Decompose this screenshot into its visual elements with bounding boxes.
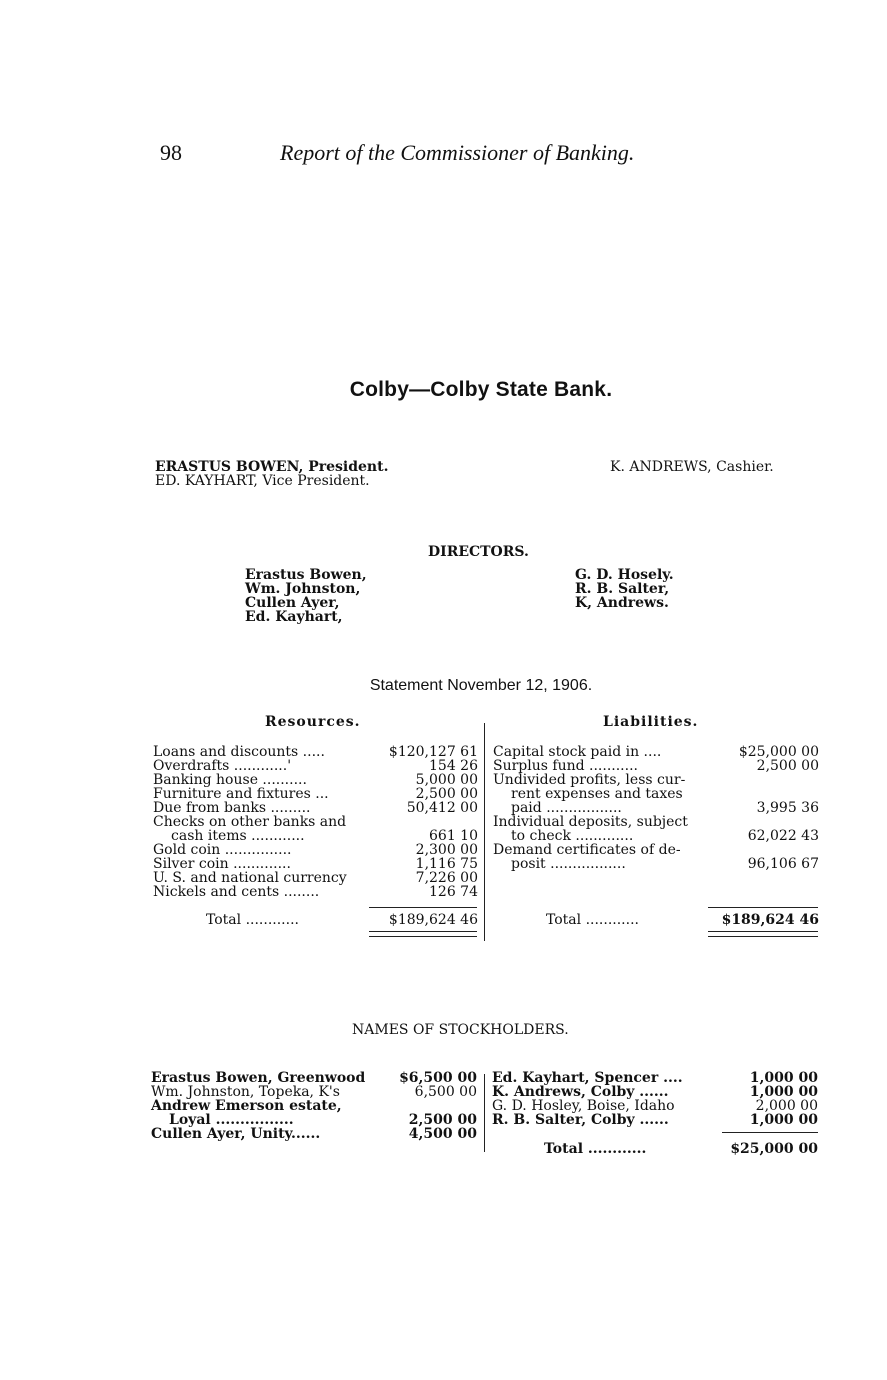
liability-label: Capital stock paid in ....: [493, 744, 662, 760]
stockholders-heading: NAMES OF STOCKHOLDERS.: [352, 1022, 569, 1038]
stockholder-amount: 1,000 00: [749, 1112, 818, 1128]
director-name: K, Andrews.: [575, 595, 669, 611]
total-amount: $189,624 46: [388, 912, 478, 928]
director-name: Cullen Ayer,: [245, 595, 340, 611]
resource-amount: 126 74: [429, 884, 478, 900]
liability-label: Individual deposits, subject: [493, 814, 688, 830]
total-amount: $189,624 46: [721, 912, 819, 928]
director-name: G. D. Hosely.: [575, 567, 674, 583]
resource-row: [153, 885, 478, 899]
liabilities-table: [493, 745, 819, 871]
resource-amount: 2,300 00: [415, 842, 478, 858]
stockholders-divider: [484, 1074, 485, 1152]
resource-row: [153, 829, 478, 843]
liabilities-total: [493, 913, 819, 927]
resource-amount: 1,116 75: [415, 856, 478, 872]
resource-label: U. S. and national currency: [153, 870, 347, 886]
liability-label: to check .............: [511, 828, 634, 844]
stockholder-name: Andrew Emerson estate,: [151, 1098, 342, 1114]
stockholder-row: [492, 1071, 818, 1085]
resource-label: Checks on other banks and: [153, 814, 347, 830]
stockholder-amount: 6,500 00: [414, 1084, 477, 1100]
stockholder-name: Erastus Bowen, Greenwood: [151, 1070, 366, 1086]
resources-table: [153, 745, 478, 899]
liabilities-sum-rule: [708, 907, 818, 908]
stockholder-name: Wm. Johnston, Topeka, K's: [151, 1084, 340, 1100]
liability-label: rent expenses and taxes: [511, 786, 683, 802]
liability-amount: 3,995 36: [756, 800, 819, 816]
resources-heading: Resources.: [265, 714, 361, 730]
resource-label: cash items ............: [171, 828, 305, 844]
resource-label: Banking house ..........: [153, 772, 307, 788]
resource-label: Gold coin ...............: [153, 842, 292, 858]
resource-amount: 7,226 00: [415, 870, 478, 886]
liability-label: Surplus fund ...........: [493, 758, 638, 774]
stockholder-name: Cullen Ayer, Unity......: [151, 1126, 321, 1142]
resource-amount: 154 26: [429, 758, 478, 774]
stockholder-row: [492, 1085, 818, 1099]
liability-row: [493, 759, 819, 773]
resource-row: [153, 773, 478, 787]
resource-row: [153, 815, 478, 829]
total-row: [492, 1142, 818, 1156]
stockholder-amount: 1,000 00: [749, 1070, 818, 1086]
resource-amount: $120,127 61: [388, 744, 478, 760]
stockholder-name: G. D. Hosley, Boise, Idaho: [492, 1098, 675, 1114]
resource-amount: 2,500 00: [415, 786, 478, 802]
stockholder-row: [492, 1099, 818, 1113]
bank-title: Colby—Colby State Bank.: [349, 378, 613, 401]
stockholder-name: R. B. Salter, Colby ......: [492, 1112, 669, 1128]
resource-amount: 5,000 00: [415, 772, 478, 788]
total-row: [493, 913, 819, 927]
resource-row: [153, 759, 478, 773]
resource-row: [153, 787, 478, 801]
stockholder-amount: 2,000 00: [755, 1098, 818, 1114]
stockholders-sum-rule: [722, 1132, 818, 1133]
liability-label: Undivided profits, less cur-: [493, 772, 686, 788]
resources-double-rule: [369, 931, 477, 937]
total-row: [153, 913, 478, 927]
president-line: ERASTUS BOWEN, President.: [155, 459, 389, 475]
resource-label: Nickels and cents ........: [153, 884, 320, 900]
stockholder-name: Ed. Kayhart, Spencer ....: [492, 1070, 683, 1086]
stockholder-name: Loyal ................: [169, 1112, 294, 1128]
director-name: Wm. Johnston,: [245, 581, 361, 597]
liability-row: [493, 857, 819, 871]
resource-label: Furniture and fixtures ...: [153, 786, 329, 802]
stockholder-row: [151, 1071, 477, 1085]
liability-row: [493, 745, 819, 759]
statement-title: Statement November 12, 1906.: [369, 677, 593, 694]
resource-label: Due from banks .........: [153, 800, 311, 816]
resource-row: [153, 745, 478, 759]
stockholder-row: [151, 1085, 477, 1099]
resource-amount: 661 10: [429, 828, 478, 844]
resources-total: [153, 913, 478, 927]
stockholder-row: [492, 1113, 818, 1127]
stockholder-amount: 2,500 00: [408, 1112, 477, 1128]
liability-row: [493, 815, 819, 829]
liability-row: [493, 843, 819, 857]
liability-row: [493, 787, 819, 801]
stockholder-amount: 1,000 00: [749, 1084, 818, 1100]
liability-row: [493, 773, 819, 787]
total-label: Total ............: [546, 912, 639, 928]
stockholder-row: [151, 1113, 477, 1127]
resource-row: [153, 801, 478, 815]
running-header-title: Report of the Commissioner of Banking.: [280, 140, 635, 165]
liability-label: paid .................: [511, 800, 622, 816]
total-label: Total ............: [544, 1141, 647, 1157]
stockholder-name: K. Andrews, Colby ......: [492, 1084, 669, 1100]
liability-label: Demand certificates of de-: [493, 842, 681, 858]
stockholders-total: [492, 1142, 818, 1156]
total-label: Total ............: [206, 912, 299, 928]
resource-label: Overdrafts ............': [153, 758, 292, 774]
resource-row: [153, 843, 478, 857]
cashier-line: K. ANDREWS, Cashier.: [610, 459, 774, 475]
resource-row: [153, 871, 478, 885]
liability-row: [493, 801, 819, 815]
resource-amount: 50,412 00: [406, 800, 478, 816]
liability-amount: $25,000 00: [738, 744, 819, 760]
director-name: Ed. Kayhart,: [245, 609, 343, 625]
page-number: 98: [160, 140, 182, 165]
directors-right-list: [575, 568, 674, 610]
directors-left-list: [245, 568, 367, 624]
liabilities-heading: Liabilities.: [603, 714, 699, 730]
resources-sum-rule: [369, 907, 477, 908]
stockholder-amount: $6,500 00: [399, 1070, 477, 1086]
liability-label: posit .................: [511, 856, 626, 872]
resource-label: Silver coin .............: [153, 856, 291, 872]
vice-president-line: ED. KAYHART, Vice President.: [155, 473, 370, 489]
stockholder-amount: 4,500 00: [408, 1126, 477, 1142]
column-divider: [484, 723, 485, 941]
liability-amount: 2,500 00: [756, 758, 819, 774]
stockholder-row: [151, 1127, 477, 1141]
resource-row: [153, 857, 478, 871]
stockholders-left: [151, 1071, 477, 1141]
director-name: Erastus Bowen,: [245, 567, 367, 583]
stockholders-right: [492, 1071, 818, 1127]
directors-heading: DIRECTORS.: [428, 544, 529, 560]
total-amount: $25,000 00: [730, 1141, 818, 1157]
liability-amount: 62,022 43: [747, 828, 819, 844]
liability-amount: 96,106 67: [747, 856, 819, 872]
liability-row: [493, 829, 819, 843]
liabilities-double-rule: [708, 931, 818, 937]
resource-label: Loans and discounts .....: [153, 744, 325, 760]
director-name: R. B. Salter,: [575, 581, 670, 597]
stockholder-row: [151, 1099, 477, 1113]
